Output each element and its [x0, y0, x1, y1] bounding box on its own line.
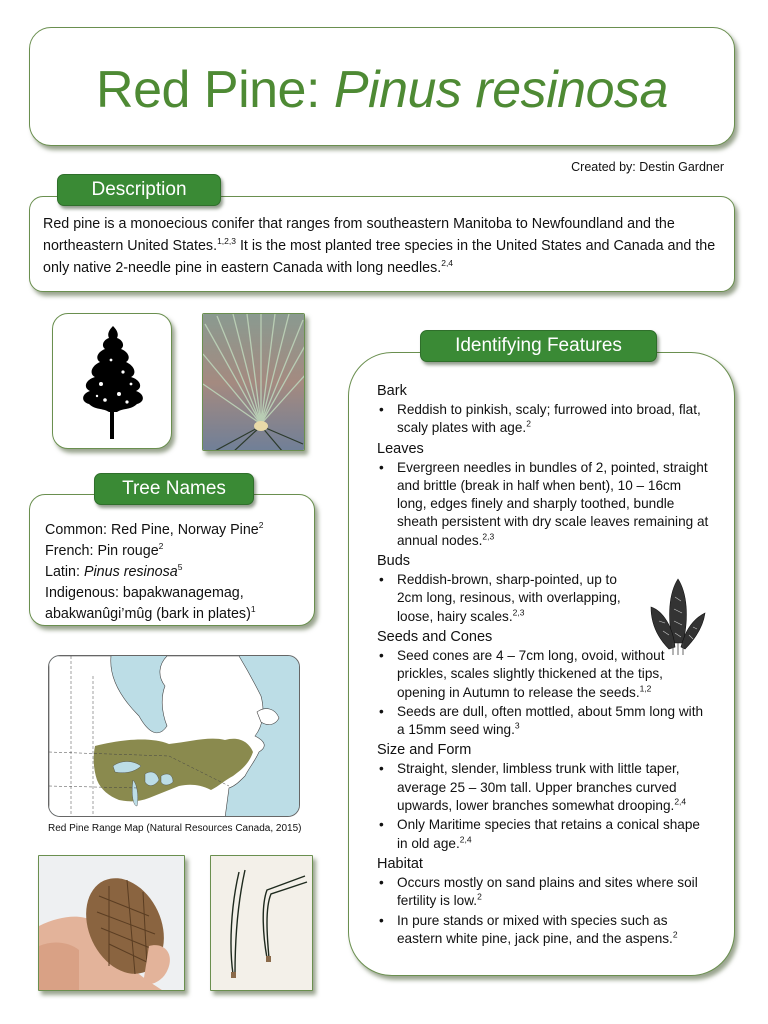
- tree-name-latin: [45, 562, 307, 583]
- page-title: [30, 60, 734, 120]
- bullet-icon: •: [379, 647, 384, 663]
- feature-text: Occurs mostly on sand plains and sites where soil fertility is low.: [397, 874, 698, 909]
- tree-name-french: [45, 541, 307, 562]
- feature-item: [377, 760, 714, 815]
- bullet-icon: •: [379, 402, 384, 417]
- name-label: French:: [45, 543, 98, 559]
- citation: 5: [177, 562, 183, 573]
- feature-text: Seeds are dull, often mottled, about 5mm long with a 15mm seed wing.: [397, 703, 704, 738]
- bullet-icon: •: [379, 912, 384, 928]
- name-value: bapakwanagemag, abakwanûgi’mûg (bark in plates): [45, 585, 251, 622]
- needle-bundle-image: [203, 314, 305, 451]
- citation: 2,3: [512, 607, 525, 618]
- tree-names-box: [29, 494, 315, 626]
- author-credit: Created by: Destin Gardner: [571, 160, 724, 174]
- citation: 2,4: [674, 796, 687, 807]
- feature-text: Reddish-brown, sharp-pointed, up to 2cm long, resinous, with overlapping, loose, hairy scales.: [397, 572, 621, 624]
- citation: 2: [158, 541, 164, 552]
- description-tab: Description: [57, 174, 221, 206]
- name-label: Common:: [45, 522, 111, 538]
- two-needle-bundles-photo: [210, 855, 313, 991]
- feature-text: Evergreen needles in bundles of 2, pointed, straight and brittle (break in half when bent), 10 – 16cm long, edges finely and sharply toothed, bundle sheath persistent with dry scale leaves remaining at annual nodes.: [397, 459, 709, 548]
- features-body: [377, 380, 714, 949]
- tree-name-common: [45, 520, 307, 541]
- section-heading-size-form: Size and Form: [377, 742, 472, 759]
- feature-item: [377, 703, 714, 740]
- description-box: [29, 196, 735, 292]
- citation: 2,3: [482, 531, 495, 542]
- tree-names-list: [45, 520, 307, 625]
- citation: 1,2,3: [217, 236, 236, 247]
- name-value: Pinus resinosa: [83, 564, 178, 580]
- section-heading-bark: Bark: [377, 383, 407, 399]
- section-heading-seeds-cones: Seeds and Cones: [377, 628, 493, 645]
- tree-name-indigenous: [45, 583, 307, 625]
- citation: 3: [514, 720, 520, 731]
- description-sentence-1: Red pine is a monoecious conifer that ranges from southeastern Manitoba to Newfoundland and the northeastern United States.: [43, 216, 675, 254]
- citation: 2,4: [441, 258, 454, 269]
- map-caption: Red Pine Range Map (Natural Resources Canada, 2015): [48, 823, 302, 834]
- seed-cone-photo: [38, 855, 185, 991]
- needle-bundle-photo: [202, 313, 305, 451]
- name-value: Red Pine, Norway Pine: [110, 522, 259, 538]
- seed-cone-image: [39, 856, 185, 991]
- title-banner: [29, 27, 735, 146]
- feature-text: In pure stands or mixed with species such as eastern white pine, jack pine, and the aspens.: [397, 912, 673, 946]
- tree-silhouette-card: [52, 313, 172, 449]
- bullet-icon: •: [379, 874, 384, 890]
- name-label: Indigenous:: [45, 585, 123, 601]
- citation: 2: [258, 520, 264, 531]
- citation: 2: [526, 418, 531, 429]
- bullet-icon: •: [379, 761, 384, 777]
- title-latin-name: Pinus resinosa: [333, 61, 668, 119]
- section-heading-habitat: Habitat: [377, 855, 423, 872]
- name-value: Pin rouge: [97, 543, 159, 559]
- citation: 2: [477, 891, 482, 902]
- name-label: Latin:: [45, 564, 84, 580]
- title-common-name: Red Pine:: [96, 61, 334, 119]
- feature-text: Reddish to pinkish, scaly; furrowed into broad, flat, scaly plates with age.: [397, 402, 701, 436]
- description-text: [43, 213, 720, 279]
- section-heading-buds: Buds: [377, 553, 411, 570]
- bud-illustration-icon: [647, 577, 709, 657]
- range-map-image: [49, 656, 300, 817]
- feature-item: [377, 401, 714, 438]
- feature-text: Seed cones are 4 – 7cm long, ovoid, without prickles, scales slightly thickened at the tips, opening in Autumn to release the seeds.: [397, 647, 665, 700]
- feature-item: [377, 459, 714, 550]
- citation: 2: [672, 929, 678, 940]
- citation: 1,2: [639, 683, 652, 694]
- feature-item: [377, 874, 714, 911]
- description-sentence-2: It is the most planted tree species in the United States and Canada and the only native 2-needle pine in eastern Canada with long needles.: [43, 238, 716, 276]
- feature-item: [377, 912, 714, 949]
- bullet-icon: •: [379, 459, 384, 475]
- needle-bundles-image: [211, 856, 313, 991]
- feature-text: Straight, slender, limbless trunk with little taper, average 25 – 30m tall. Upper branches curved upwards, lower branches somewhat drooping.: [397, 761, 680, 814]
- bullet-icon: •: [379, 572, 384, 588]
- citation: 1: [250, 604, 256, 615]
- range-map: [48, 655, 300, 817]
- citation: 2,4: [459, 834, 472, 845]
- section-heading-leaves: Leaves: [377, 440, 424, 457]
- bullet-icon: •: [379, 817, 384, 833]
- feature-text: Only Maritime species that retains a conical shape in old age.: [397, 817, 700, 851]
- feature-item: [377, 816, 714, 853]
- tree-names-tab: Tree Names: [94, 473, 254, 505]
- bullet-icon: •: [379, 703, 384, 719]
- identifying-features-tab: Identifying Features: [420, 330, 657, 362]
- identifying-features-box: [348, 352, 735, 976]
- tree-silhouette-icon: [53, 314, 173, 450]
